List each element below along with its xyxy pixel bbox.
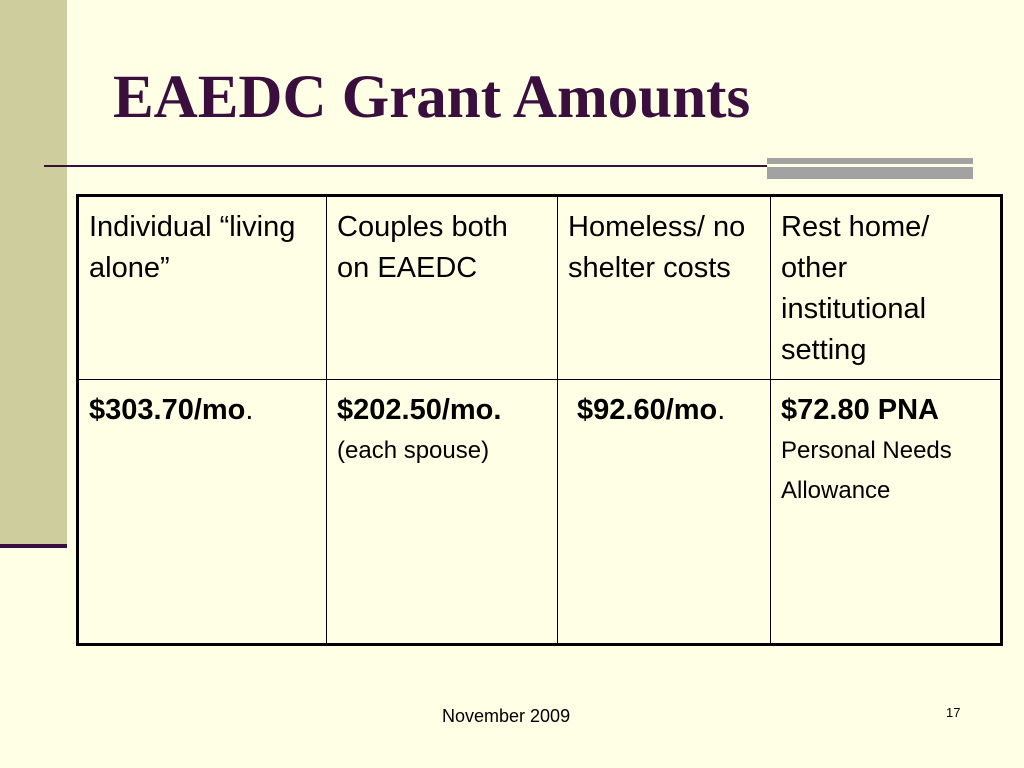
table-amount-row	[78, 380, 1002, 645]
title-divider	[44, 165, 814, 167]
footer-date: November 2009	[442, 706, 571, 726]
header-cell-homeless: Homeless/ no shelter costs	[558, 196, 771, 380]
side-accent-bar	[0, 0, 67, 544]
amount-text: $303.70/mo	[89, 394, 246, 426]
amount-cell-couples	[327, 380, 558, 645]
decorative-gray-bar	[767, 158, 973, 179]
side-accent-rule	[0, 544, 67, 548]
page-number: 17	[946, 705, 961, 720]
amount-text: $202.50/mo.	[337, 394, 502, 426]
amount-text: $92.60/mo	[577, 394, 718, 426]
gray-bar-stripe	[767, 164, 973, 167]
amount-note: Personal Needs Allowance	[781, 437, 952, 504]
amount-suffix: .	[717, 394, 726, 426]
amount-text: $72.80 PNA	[781, 394, 939, 426]
grant-amounts-table	[76, 194, 1003, 646]
amount-cell-homeless	[558, 380, 771, 645]
amount-value	[337, 390, 547, 431]
header-cell-couples: Couples both on EAEDC	[327, 196, 558, 380]
amount-value	[781, 390, 990, 431]
amount-note: (each spouse)	[337, 437, 490, 464]
amount-suffix: .	[245, 394, 254, 426]
amount-cell-individual	[78, 380, 327, 645]
header-cell-rest-home: Rest home/ other institutional setting	[771, 196, 1002, 380]
amount-value	[577, 390, 760, 431]
slide-title: EAEDC Grant Amounts	[113, 64, 751, 131]
amount-cell-rest-home	[771, 380, 1002, 645]
table-header-row	[78, 196, 1002, 380]
amount-value	[89, 390, 316, 431]
header-cell-individual: Individual “living alone”	[78, 196, 327, 380]
